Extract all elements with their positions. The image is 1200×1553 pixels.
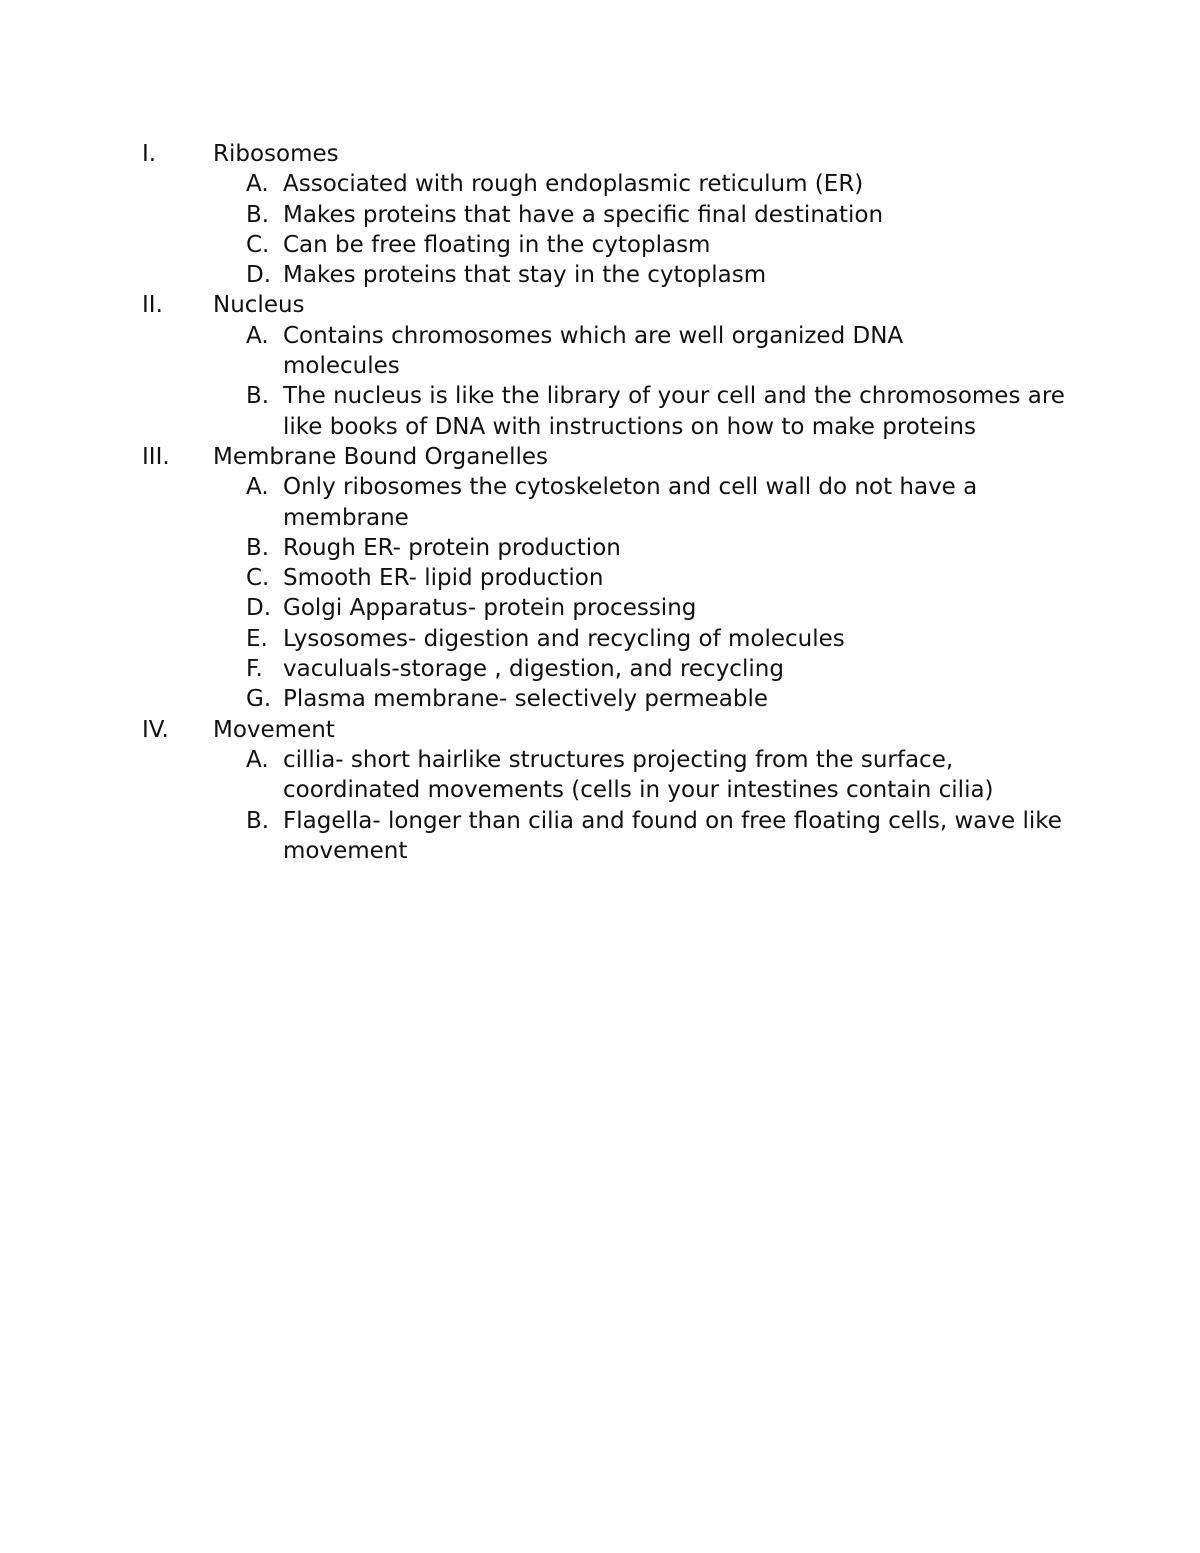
- item-text: Makes proteins that have a specific final destination: [283, 201, 884, 228]
- outline-section-membrane-bound-organelles: [0, 442, 1200, 715]
- outline-item: [0, 321, 1200, 382]
- outline-section-ribosomes: [0, 139, 1200, 290]
- item-letter: B.: [246, 534, 270, 561]
- item-letter: E.: [246, 625, 268, 652]
- outline-item: [0, 472, 1200, 533]
- item-letter: C.: [246, 231, 270, 258]
- section-title: Membrane Bound Organelles: [213, 443, 548, 470]
- section-items: [0, 321, 1200, 442]
- outline-section-movement: [0, 715, 1200, 866]
- item-letter: B.: [246, 383, 270, 410]
- item-text: The nucleus is like the library of your cell and the chromosomes are like books of DNA with instructions on how to make proteins: [283, 383, 1065, 440]
- item-text: Only ribosomes the cytoskeleton and cell wall do not have a membrane: [283, 474, 978, 531]
- outline-item: [0, 593, 1200, 623]
- item-letter: A.: [246, 322, 269, 349]
- item-text: Lysosomes- digestion and recycling of molecules: [283, 625, 845, 652]
- outline-item: [0, 169, 1200, 199]
- outline-item: [0, 684, 1200, 714]
- outline-item: [0, 230, 1200, 260]
- outline-item: [0, 806, 1200, 867]
- item-text: Smooth ER- lipid production: [283, 565, 604, 592]
- outline-item: [0, 533, 1200, 563]
- item-letter: A.: [246, 171, 269, 198]
- item-letter: F.: [246, 656, 263, 683]
- outline-item: [0, 200, 1200, 230]
- item-text: Makes proteins that stay in the cytoplasm: [283, 262, 767, 289]
- outline-section-nucleus: [0, 290, 1200, 441]
- item-text: vaculuals-storage , digestion, and recycling: [283, 656, 784, 683]
- item-text: cillia- short hairlike structures projecting from the surface, coordinated movements (cells in your intestines contain cilia): [283, 746, 994, 804]
- item-text: Rough ER- protein production: [283, 534, 621, 561]
- outline-item: [0, 260, 1200, 290]
- item-letter: D.: [246, 262, 272, 289]
- outline-item: [0, 654, 1200, 684]
- outline-list: [0, 139, 1200, 866]
- item-letter: A.: [246, 474, 269, 501]
- section-items: [0, 169, 1200, 290]
- outline-item: [0, 563, 1200, 593]
- section-numeral: III.: [142, 443, 170, 470]
- outline-item: [0, 381, 1200, 442]
- item-text: Flagella- longer than cilia and found on free floating cells, wave like movement: [283, 807, 1062, 864]
- item-text: Can be free floating in the cytoplasm: [283, 231, 711, 258]
- section-title: Movement: [213, 716, 335, 743]
- outline-item: [0, 624, 1200, 654]
- outline-item: [0, 745, 1200, 806]
- item-text: Contains chromosomes which are well organized DNA molecules: [283, 322, 904, 380]
- item-letter: C.: [246, 565, 270, 592]
- item-letter: G.: [246, 686, 272, 713]
- section-items: [0, 472, 1200, 714]
- item-letter: B.: [246, 807, 270, 834]
- section-title: Nucleus: [213, 292, 305, 319]
- item-letter: D.: [246, 595, 272, 622]
- section-items: [0, 745, 1200, 866]
- item-text: Golgi Apparatus- protein processing: [283, 595, 697, 622]
- section-numeral: I.: [142, 141, 157, 167]
- section-numeral: II.: [142, 292, 163, 319]
- item-letter: A.: [246, 746, 269, 773]
- section-numeral: IV.: [142, 716, 169, 743]
- section-title: Ribosomes: [213, 141, 339, 167]
- item-text: Associated with rough endoplasmic reticulum (ER): [283, 171, 864, 198]
- item-letter: B.: [246, 201, 270, 228]
- item-text: Plasma membrane- selectively permeable: [283, 686, 768, 713]
